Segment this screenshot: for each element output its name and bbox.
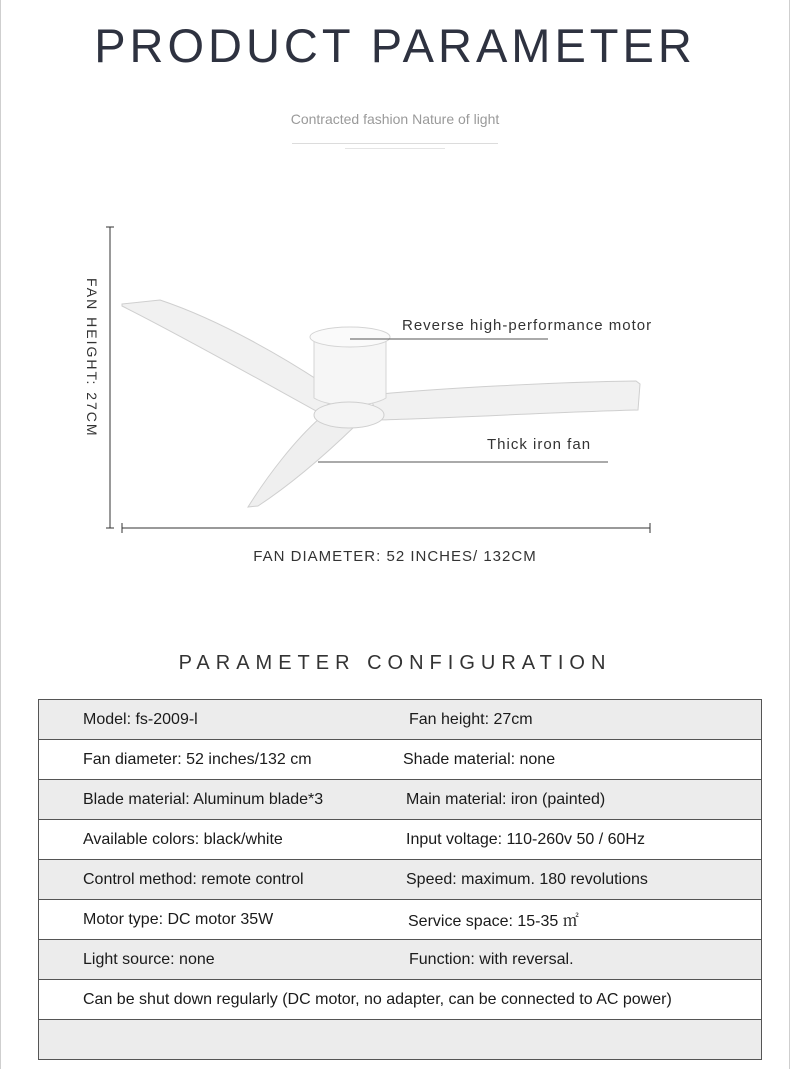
- spec-fan-height: Fan height: 27cm: [409, 710, 533, 728]
- fan-height-label: FAN HEIGHT: 27CM: [84, 278, 100, 438]
- spec-shutdown-note: Can be shut down regularly (DC motor, no adapter, can be connected to AC power): [83, 990, 672, 1008]
- motor-hub: [314, 402, 384, 428]
- page-title: PRODUCT PARAMETER: [94, 19, 696, 72]
- spec-main-material: Main material: iron (painted): [406, 790, 606, 808]
- spec-motor-type: Motor type: DC motor 35W: [83, 910, 274, 928]
- spec-model: Model: fs-2009-l: [83, 710, 198, 728]
- spec-table: [38, 699, 762, 1060]
- spec-light-source: Light source: none: [83, 950, 215, 968]
- table-row: [39, 980, 761, 1020]
- motor-callout-label: Reverse high-performance motor: [402, 317, 653, 334]
- subtitle-divider-short: [345, 148, 445, 149]
- table-row: [39, 700, 761, 740]
- fan-diameter-label: FAN DIAMETER: 52 INCHES/ 132CM: [253, 548, 537, 565]
- table-row: [39, 860, 761, 900]
- spec-available-colors: Available colors: black/white: [83, 830, 283, 848]
- table-row: [39, 740, 761, 780]
- fan-callout-label: Thick iron fan: [487, 436, 592, 453]
- table-row: [39, 820, 761, 860]
- table-row: [39, 780, 761, 820]
- table-row: [39, 940, 761, 980]
- subtitle-divider: [292, 143, 498, 144]
- spec-fan-diameter: Fan diameter: 52 inches/132 cm: [83, 750, 312, 768]
- table-row-empty: [39, 1020, 761, 1059]
- motor-housing: [314, 338, 386, 406]
- spec-input-voltage: Input voltage: 110-260v 50 / 60Hz: [406, 830, 645, 848]
- fan-diagram: [0, 200, 790, 600]
- config-section-title: PARAMETER CONFIGURATION: [178, 652, 612, 674]
- motor-top-cap: [310, 327, 390, 347]
- fan-blade-right: [370, 381, 640, 420]
- fan-blade-left: [122, 300, 340, 412]
- spec-service-space: Service space: 15-35 ㎡: [408, 913, 579, 930]
- spec-function: Function: with reversal.: [409, 950, 574, 968]
- page-subtitle: Contracted fashion Nature of light: [290, 111, 500, 127]
- spec-blade-material: Blade material: Aluminum blade*3: [83, 790, 324, 808]
- spec-shade-material: Shade material: none: [403, 750, 556, 768]
- spec-control-method: Control method: remote control: [83, 870, 304, 888]
- table-row: [39, 900, 761, 940]
- spec-speed: Speed: maximum. 180 revolutions: [406, 870, 648, 888]
